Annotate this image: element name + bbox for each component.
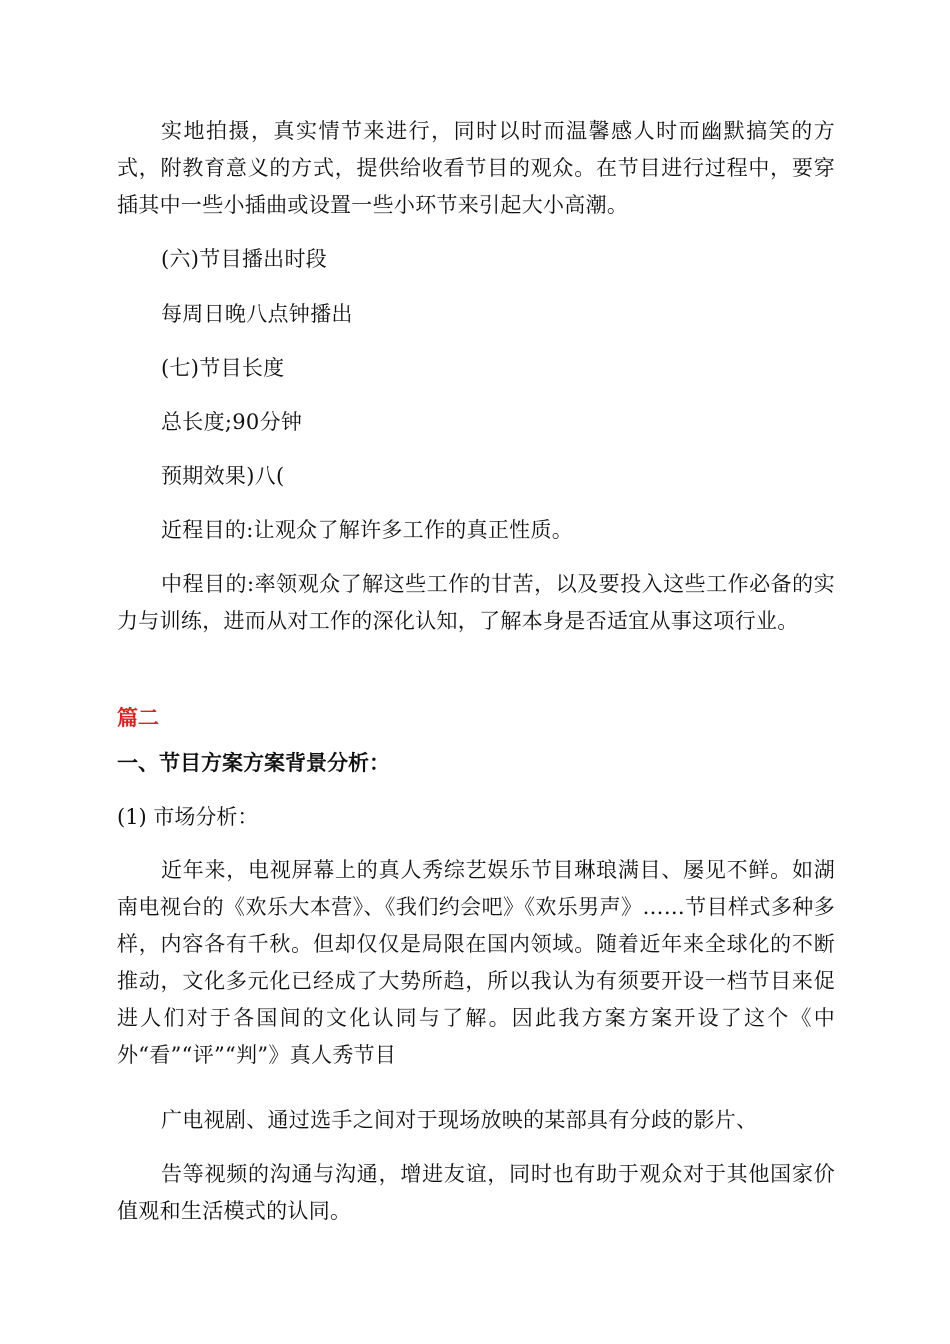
paragraph-broadcast-slot-heading: (六)节目播出时段 <box>161 247 328 271</box>
paragraph-expected-effect: 预期效果)八( <box>161 464 285 488</box>
paragraph-cultural-exchange: 告等视频的沟通与沟通，增进友谊，同时也有助于观众对于其他国家价值观和生活模式的认同。 <box>117 1162 835 1223</box>
paragraph-total-length: 总长度;90分钟 <box>161 410 303 434</box>
paragraph-length-heading: (七)节目长度 <box>161 356 285 380</box>
section-title: 篇二 <box>117 706 159 730</box>
paragraph-market-analysis: 近年来，电视屏幕上的真人秀综艺娱乐节目琳琅满目、屡见不鲜。如湖南电视台的《欢乐大本营》、《我们约会吧》《欢乐男声》……节目样式多种多样，内容各有千秋。但却仅仅是局限在国内领域。随着近年来全球化的不断推动，文化多元化已经成了大势所趋，所以我认为有须要开设一档节目来促进人们对于各国间的文化认同与了解。因此我方案方案开设了这个《中外“看”“评”“判”》真人秀节目 <box>117 858 835 1067</box>
paragraph-mid-term-goal: 中程目的:率领观众了解这些工作的甘苦，以及要投入这些工作必备的实力与训练，进而从对工作的深化认知，了解本身是否适宜从事这项行业。 <box>117 572 835 633</box>
paragraph-filming-method: 实地拍摄，真实情节来进行，同时以时而温馨感人时而幽默搞笑的方式，附教育意义的方式，提供给收看节目的观众。在节目进行过程中，要穿插其中一些小插曲或设置一些小环节来引起大小高潮。 <box>117 119 835 217</box>
paragraph-film-discussion: 广电视剧、通过选手之间对于现场放映的某部具有分歧的影片、 <box>161 1108 758 1132</box>
subheading-market-analysis: (1) 市场分析： <box>117 805 259 829</box>
paragraph-broadcast-time: 每周日晚八点钟播出 <box>161 302 353 326</box>
paragraph-short-term-goal: 近程目的:让观众了解许多工作的真正性质。 <box>161 518 574 542</box>
heading-background-analysis: 一、节目方案方案背景分析： <box>117 751 390 775</box>
